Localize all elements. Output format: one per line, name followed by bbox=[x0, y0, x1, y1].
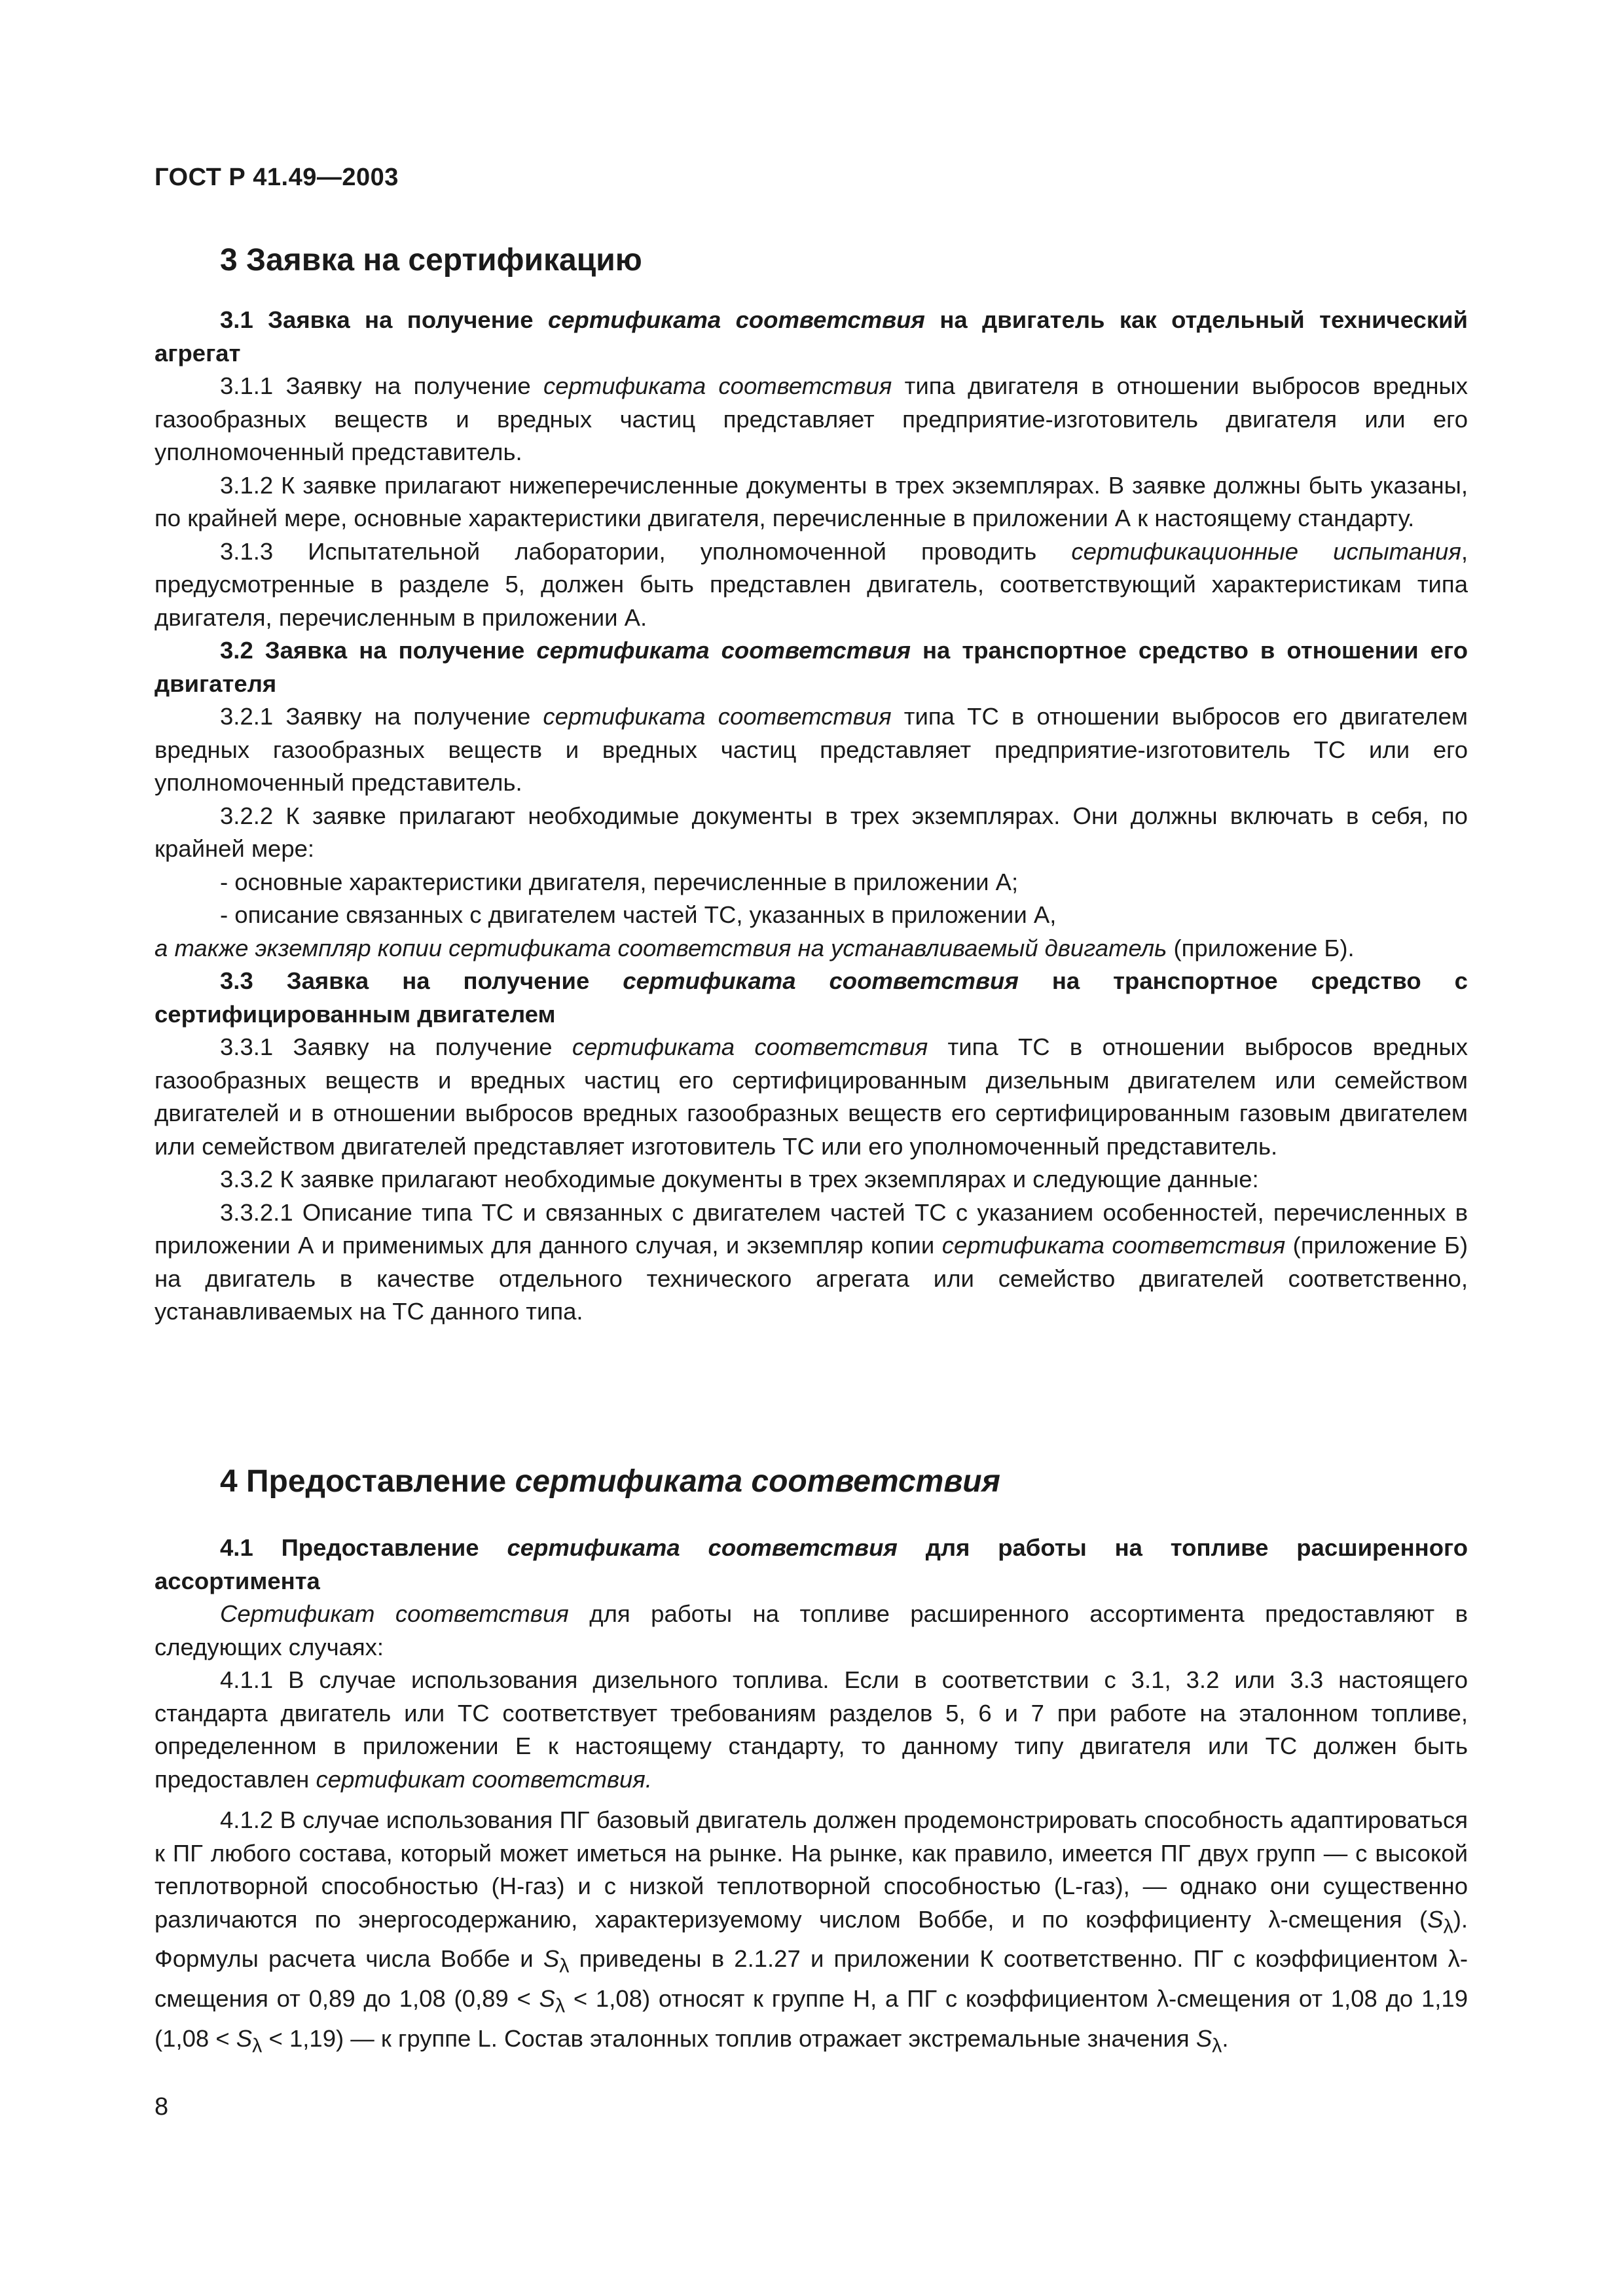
s-lambda-symbol: S bbox=[1427, 1905, 1444, 1933]
clause-4-1-1: 4.1.1 В случае использования дизельного топлива. Если в соответствии с 3.1, 3.2 или 3.3 настоящего стандарта двигатель или ТС соответствует требованиям разделов 5, 6 и 7 при работе на эталонном топливе, определенном в приложении Е к настоящему стандарту, то данному типу двигателя или ТС должен быть предоставлен сертификат соответствия. bbox=[155, 1666, 1468, 1793]
clause-4-1-2: 4.1.2 В случае использования ПГ базовый двигатель должен продемонстрировать способность адаптироваться к ПГ любого состава, который может иметься на рынке. На рынке, как правило, имеется ПГ двух групп — с высокой теплотворной способностью (Н-газ) и с низкой теплотворной способностью (L-газ), — однако они существенно различаются по энергосодержанию, характеризуемому числом Воббе, и по коэффициенту λ-смещения $(S_\lambda)$. Формулы расчета числа Воббе и $S_\lambda$ приведены в 2.1.27 и приложении К соответственно. ПГ с коэффициентом λ-смещения от 0,89 до 1,08 $(0,89 < S_\lambda < 1,08)$ относят к группе Н, а ПГ с коэффициентом λ-смещения от 1,08 до 1,19 $(1,08 < S_\lambda < 1,19)$ — к группе L. Состав эталонных топлив отражает экстремальные значения $S_\lambda$. bbox=[155, 1806, 1468, 2057]
clause-4-1-intro: Сертификат соответствия для работы на топливе расширенного ассортимента предоставляют в следующих случаях: bbox=[155, 1600, 1468, 1660]
clause-3-3-2-1: 3.3.2.1 Описание типа ТС и связанных с двигателем частей ТС с указанием особенностей, перечисленных в приложении А и применимых для данного случая, и экземпляр копии сертификата соответствия (приложение Б) на двигатель в качестве отдельного технического агрегата или семейство двигателей соответственно, устанавливаемых на ТС данного типа. bbox=[155, 1198, 1468, 1325]
clause-3-1-2: 3.1.2 К заявке прилагают нижеперечисленные документы в трех экземплярах. В заявке должны быть указаны, по крайней мере, основные характеристики двигателя, перечисленные в приложении А к настоящему стандарту. bbox=[155, 471, 1468, 531]
clause-3-2-2: 3.2.2 К заявке прилагают необходимые документы в трех экземплярах. Они должны включать в себя, по крайней мере: bbox=[155, 802, 1468, 862]
section-4-body bbox=[155, 1532, 1468, 2062]
s-lambda-symbol: S bbox=[1195, 2024, 1213, 2052]
s-lambda-symbol: S bbox=[236, 2024, 253, 2052]
clause-3-1-heading: 3.1 Заявка на получение сертификата соответствия на двигатель как отдельный технический агрегат bbox=[155, 306, 1468, 367]
clause-3-1-3: 3.1.3 Испытательной лаборатории, уполномоченной проводить сертификационные испытания, предусмотренные в разделе 5, должен быть представлен двигатель, соответствующий характеристикам типа двигателя, перечисленным в приложении А. bbox=[155, 537, 1468, 631]
clause-3-2-1: 3.2.1 Заявку на получение сертификата соответствия типа ТС в отношении выбросов его двигателем вредных газообразных веществ и вредных частиц представляет предприятие-изготовитель ТС или его уполномоченный представитель. bbox=[155, 703, 1468, 796]
clause-3-3-heading: 3.3 Заявка на получение сертификата соответствия на транспортное средство с сертифицированным двигателем bbox=[155, 967, 1468, 1028]
clause-3-1-1: 3.1.1 Заявку на получение сертификата соответствия типа двигателя в отношении выбросов вредных газообразных веществ и вредных частиц представляет предприятие-изготовитель двигателя или его уполномоченный представитель. bbox=[155, 372, 1468, 465]
s-lambda-symbol: S bbox=[539, 1985, 555, 2013]
clause-3-3-2: 3.3.2 К заявке прилагают необходимые документы в трех экземплярах и следующие данные: bbox=[220, 1166, 1259, 1193]
clause-3-3-1: 3.3.1 Заявку на получение сертификата соответствия типа ТС в отношении выбросов вредных газообразных веществ и вредных частиц его сертифицированным дизельным двигателем или семейством двигателей и в отношении выбросов вредных газообразных веществ его сертифицированным газовым двигателем или семейством двигателей представляет изготовитель ТС или его уполномоченный представитель. bbox=[155, 1033, 1468, 1160]
clause-4-1-heading: 4.1 Предоставление сертификата соответствия для работы на топливе расширенного ассортимента bbox=[155, 1534, 1468, 1594]
clause-3-2-2-tail: а также экземпляр копии сертификата соответствия на устанавливаемый двигатель (приложение Б). bbox=[155, 934, 1355, 961]
section-3-body bbox=[155, 304, 1468, 1329]
document-code: ГОСТ Р 41.49—2003 bbox=[155, 164, 399, 191]
s-lambda-symbol: S bbox=[543, 1945, 560, 1973]
list-item: - описание связанных с двигателем частей ТС, указанных в приложении А, bbox=[220, 901, 1057, 928]
list-item: - основные характеристики двигателя, перечисленные в приложении А; bbox=[220, 868, 1019, 895]
clause-3-2-heading: 3.2 Заявка на получение сертификата соответствия на транспортное средство в отношении его двигателя bbox=[155, 637, 1468, 697]
section-4-heading: 4 Предоставление сертификата соответствия bbox=[220, 1464, 1000, 1499]
page-number: 8 bbox=[155, 2093, 169, 2121]
section-3-heading: 3 Заявка на сертификацию bbox=[220, 243, 642, 278]
